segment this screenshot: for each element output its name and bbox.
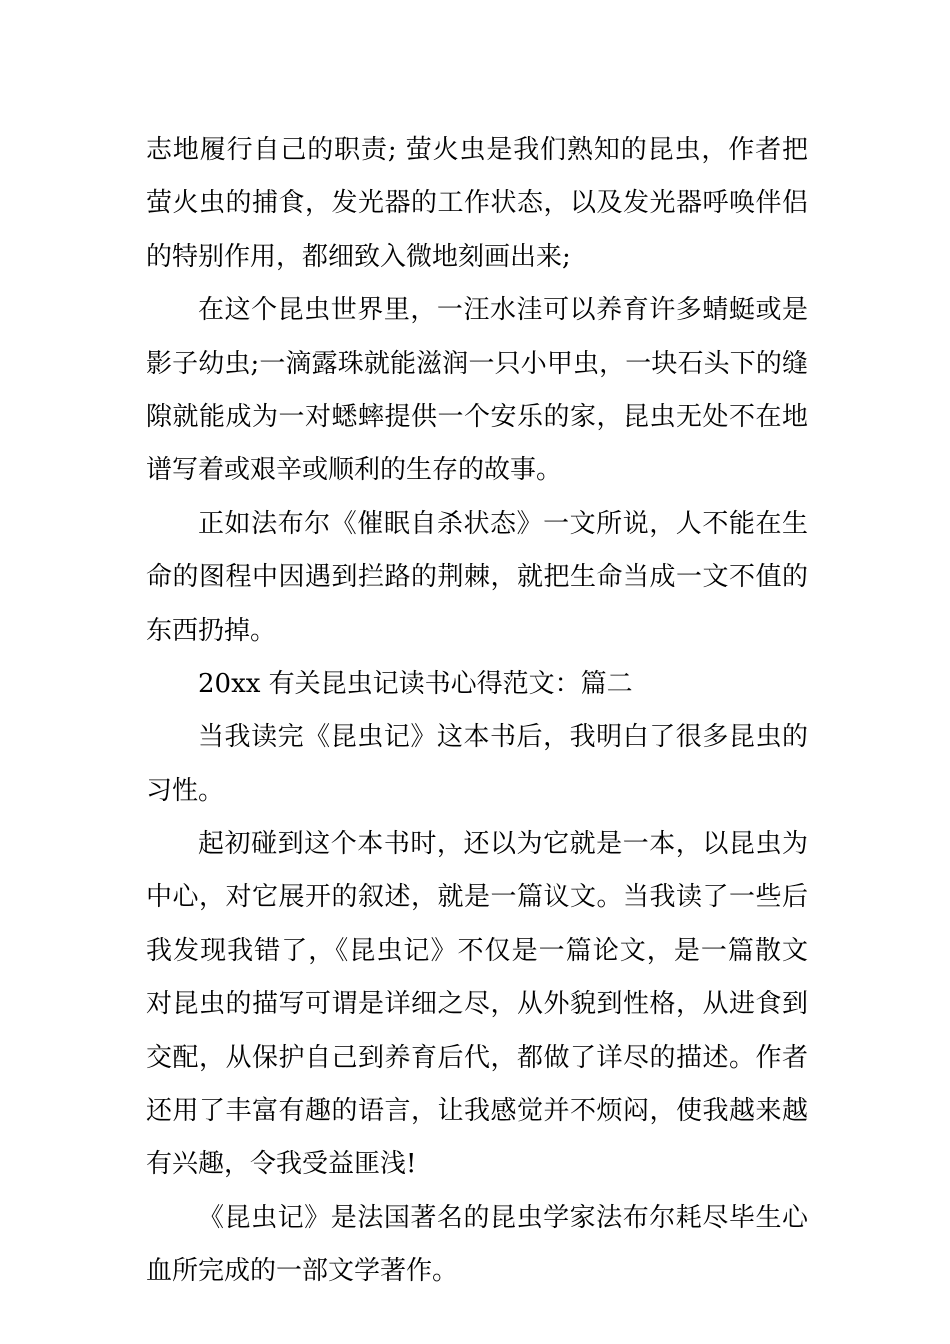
section-heading — [146, 658, 808, 711]
text-line: 当我读完《昆虫记》这本书后，我明白了很多昆虫的 — [198, 722, 808, 753]
text-line: 血所完成的一部文学著作。 — [146, 1256, 459, 1287]
text-line: 志地履行自己的职责; 萤火虫是我们熟知的昆虫，作者把 — [146, 135, 808, 165]
text-line: 交配，从保护自己到养育后代，都做了详尽的描述。作者 — [146, 1042, 808, 1073]
text-line: 我发现我错了，《昆虫记》不仅是一篇论文，是一篇散文 — [146, 935, 808, 966]
text-line: 影子幼虫;一滴露珠就能滋润一只小甲虫，一块石头下的缝 — [146, 348, 808, 379]
text-line: 中心，对它展开的叙述，就是一篇议文。当我读了一些后 — [146, 882, 808, 913]
paragraph — [146, 284, 808, 498]
document-body — [146, 124, 808, 1299]
paragraph — [146, 818, 808, 1192]
text-line: 习性。 — [146, 775, 225, 806]
text-line: 谱写着或艰辛或顺利的生存的故事。 — [146, 455, 563, 486]
text-line: 起初碰到这个本书时，还以为它就是一本，以昆虫为 — [198, 829, 808, 860]
text-line: 《昆虫记》是法国著名的昆虫学家法布尔耗尽毕生心 — [198, 1202, 808, 1233]
text-line: 在这个昆虫世界里，一汪水洼可以养育许多蜻蜓或是 — [198, 295, 808, 326]
text-line: 隙就能成为一对蟋蟀提供一个安乐的家，昆虫无处不在地 — [146, 401, 808, 432]
text-line: 的特别作用，都细致入微地刻画出来; — [146, 241, 571, 272]
paragraph — [146, 498, 808, 658]
text-line: 还用了丰富有趣的语言，让我感觉并不烦闷，使我越来越 — [146, 1096, 808, 1127]
text-line: 20xx 有关昆虫记读书心得范文：篇二 — [198, 668, 633, 699]
paragraph — [146, 1192, 808, 1299]
paragraph — [146, 124, 808, 284]
text-line: 对昆虫的描写可谓是详细之尽，从外貌到性格，从进食到 — [146, 989, 808, 1020]
text-line: 正如法布尔《催眠自杀状态》一文所说，人不能在生 — [198, 508, 808, 539]
text-line: 萤火虫的捕食，发光器的工作状态，以及发光器呼唤伴侣 — [146, 188, 808, 219]
paragraph — [146, 711, 808, 818]
text-line: 有兴趣，令我受益匪浅! — [146, 1149, 417, 1180]
text-line: 东西扔掉。 — [146, 615, 277, 646]
text-line: 命的图程中因遇到拦路的荆棘，就把生命当成一文不值的 — [146, 562, 808, 593]
